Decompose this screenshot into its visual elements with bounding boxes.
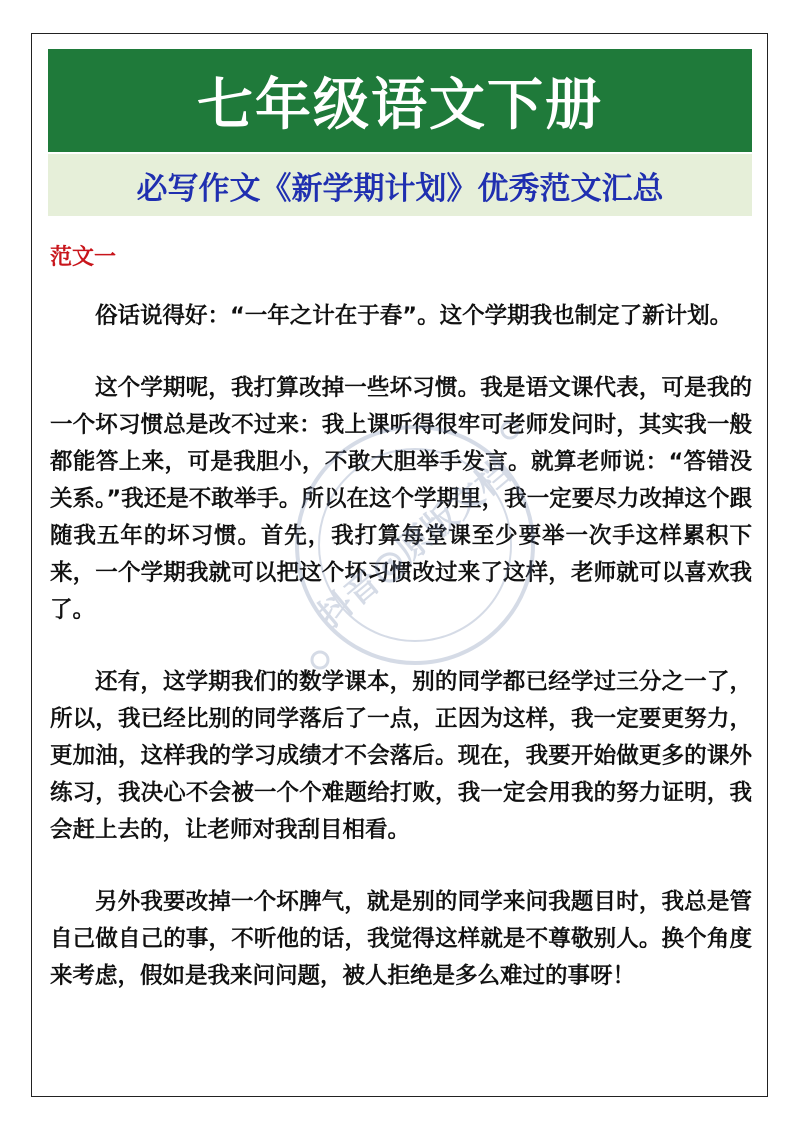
paragraph-1: 俗话说得好：“一年之计在于春”。这个学期我也制定了新计划。 [95, 303, 733, 329]
page-subtitle: 必写作文《新学期计划》优秀范文汇总 [136, 170, 664, 207]
subtitle-banner [48, 154, 752, 216]
paragraph-4: 另外我要改掉一个坏脾气，就是别的同学来问我题目时，我总是管自己做自己的事，不听他的话，我觉得这样就是不尊敬别人。换个角度来考虑，假如是我来问问题，被人拒绝是多么难过的事呀！ [50, 889, 752, 989]
page-title: 七年级语文下册 [197, 72, 603, 138]
paragraph-3: 还有，这学期我们的数学课本，别的同学都已经学过三分之一了，所以，我已经比别的同学落后了一点，正因为这样，我一定要更努力，更加油，这样我的学习成绩才不会落后。现在，我要开始做更多的课外练习，我决心不会被一个个难题给打败，我一定会用我的努力证明，我会赶上去的，让老师对我刮目相看。 [50, 669, 752, 843]
title-banner [48, 49, 752, 152]
watermark-text: 抖音@原版文档 [310, 452, 519, 637]
section-heading: 范文一 [50, 245, 117, 270]
essay-body [50, 298, 752, 1030]
paragraph-2: 这个学期呢，我打算改掉一些坏习惯。我是语文课代表，可是我的一个坏习惯总是改不过来：我上课听得很牢可老师发问时，其实我一般都能答上来，可是我胆小，不敢大胆举手发言。就算老师说：“答错没关系。”我还是不敢举手。所以在这个学期里，我一定要尽力改掉这个跟随我五年的坏习惯。首先，我打算每堂课至少要举一次手这样累积下来，一个学期我就可以把这个坏习惯改过来了这样，老师就可以喜欢我了。 [50, 375, 752, 623]
